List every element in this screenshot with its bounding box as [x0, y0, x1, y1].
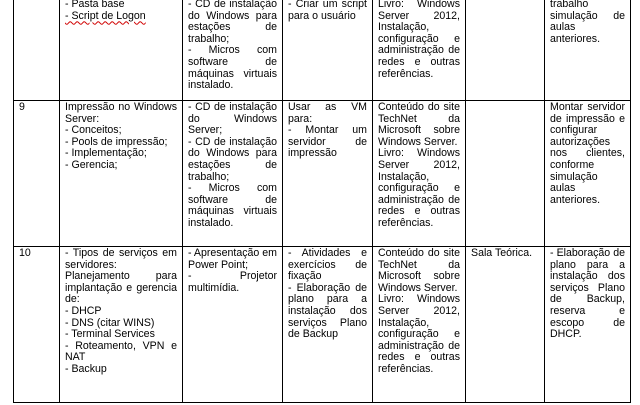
topic-line: Impressão no Windows Server: — [65, 101, 177, 125]
activities-line: - Atividades e exercícios de fixação — [288, 247, 367, 283]
resources-line: - CD de instalação do Windows para estações de trabalho; — [188, 135, 277, 183]
table-row — [14, 0, 631, 101]
lesson-plan-table — [13, 0, 631, 403]
evaluation-line: - Elaboração de plano para a instalação dos serviços Plano de Backup, reserva e escopo de DHCP. — [550, 247, 625, 341]
resources-cell — [183, 247, 283, 403]
topic-cell — [60, 247, 183, 403]
resources-line: - Micros com software de máquinas virtuais instalado. — [188, 44, 277, 92]
references-line: Livro: Windows Server 2012, Instalação, configuração e administração de redes e outras referências. — [378, 293, 460, 375]
lesson-plan-body — [14, 0, 631, 403]
resources-line: - CD de instalação do Windows para estações de trabalho; — [188, 0, 277, 45]
topic-line: - DHCP — [65, 304, 102, 317]
topic-line: - Roteamento, VPN e NAT — [65, 339, 177, 364]
resources-line: - Apresentação em Power Point; — [188, 247, 277, 271]
topic-line: - Terminal Services — [65, 328, 155, 341]
topic-line: - Backup — [65, 362, 107, 375]
references-line: Livro: Windows Server 2012, Instalação, configuração e administração de redes e outras referências. — [378, 147, 460, 229]
activities-cell — [283, 0, 373, 101]
place-cell — [466, 247, 545, 403]
references-cell — [373, 247, 466, 403]
references-line: Conteúdo do site TechNet da Microsoft sobre Windows Server. — [378, 101, 460, 148]
row-number-cell — [14, 0, 60, 101]
evaluation-line: Montar servidor de impressão e configurar autorizações nos clientes, conforme simulação aulas anteriores. — [550, 101, 625, 206]
activities-cell — [283, 101, 373, 247]
topic-line: Planejamento para implantação e gerencia de: — [65, 270, 177, 306]
row-number-cell — [14, 247, 60, 403]
references-cell — [373, 0, 466, 101]
place-cell — [466, 101, 545, 247]
topic-line: - Implementação; — [65, 147, 147, 160]
table-row — [14, 101, 631, 247]
topic-line: - DNS (citar WINS) — [65, 316, 155, 329]
row-number: 10 — [19, 247, 31, 259]
resources-cell — [183, 101, 283, 247]
activities-cell — [283, 247, 373, 403]
topic-line: - Conceitos; — [65, 124, 122, 137]
evaluation-cell — [545, 101, 631, 247]
references-line: Conteúdo do site TechNet da Microsoft sobre Windows Server. — [378, 247, 460, 294]
resources-line: - Projetor multimídia. — [188, 270, 277, 294]
topic-line: - Gerencia; — [65, 158, 118, 171]
evaluation-line: trabalho simulação de aulas anteriores. — [550, 0, 625, 45]
topic-line: - Pasta base — [65, 0, 125, 10]
row-number: 9 — [19, 101, 25, 113]
resources-line: - CD de instalação do Windows Server; — [188, 101, 277, 137]
topic-cell — [60, 101, 183, 247]
evaluation-cell — [545, 247, 631, 403]
place-cell — [466, 0, 545, 101]
activities-line: - Criar um script para o usuário — [288, 0, 367, 22]
activities-line: - Elaboração de plano para a instalação dos serviços Plano de Backup — [288, 281, 367, 341]
references-line: Livro: Windows Server 2012, Instalação, configuração e administração de redes e outras referências. — [378, 0, 460, 80]
topic-line: - Tipos de serviços em servidores: — [65, 247, 177, 271]
resources-line: - Micros com software de máquinas virtuais instalado. — [188, 182, 277, 229]
evaluation-cell — [545, 0, 631, 101]
resources-cell — [183, 0, 283, 101]
topic-line: - Script de Logon — [65, 9, 146, 22]
references-cell — [373, 101, 466, 247]
activities-line: Usar as VM para: — [288, 101, 367, 125]
place-text: Sala Teórica. — [471, 247, 533, 259]
topic-cell — [60, 0, 183, 101]
row-number-cell — [14, 101, 60, 247]
topic-line: - Pools de impressão; — [65, 135, 168, 148]
table-row — [14, 247, 631, 403]
activities-line: - Montar um servidor de impressão — [288, 124, 367, 160]
